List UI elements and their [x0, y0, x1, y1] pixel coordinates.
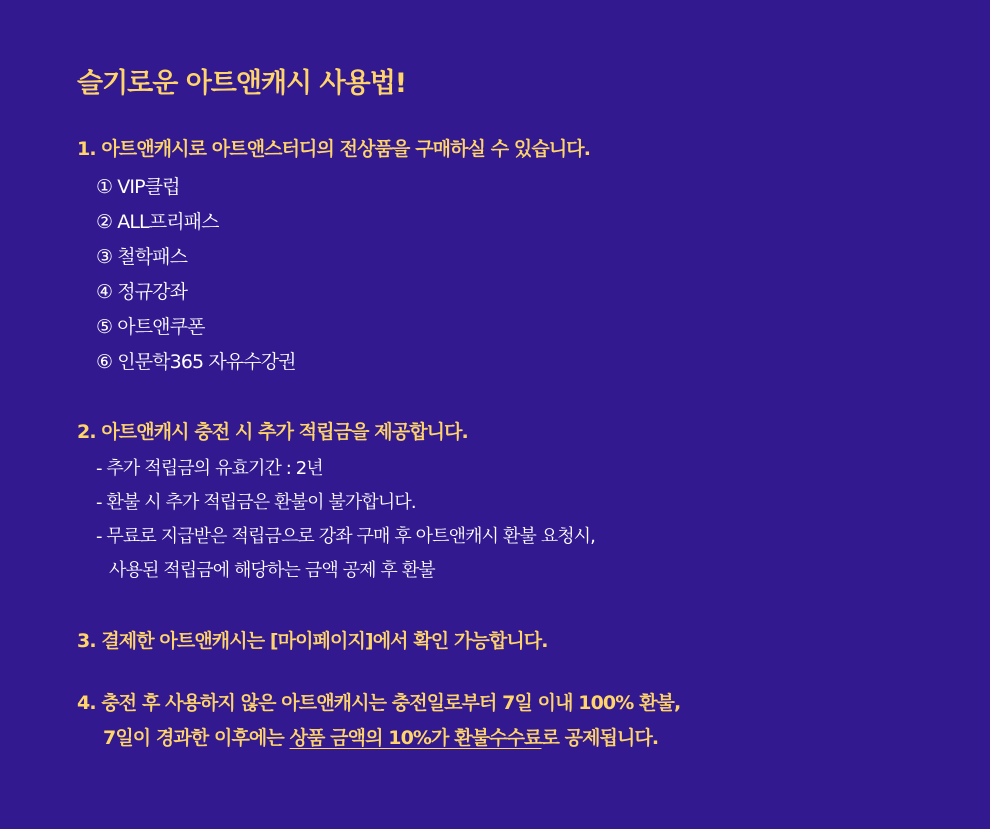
refund-fee-highlight: 상품 금액의 10%가 환불수수료 [289, 727, 542, 749]
section-4-prefix: 7일이 경과한 이후에는 [103, 727, 290, 749]
section-4-suffix: 로 공제됩니다. [541, 727, 659, 749]
note-item: - 무료로 지급받은 적립금으로 강좌 구매 후 아트앤캐시 환불 요청시, [96, 526, 595, 547]
list-item: ⑤ 아트앤쿠폰 [96, 316, 205, 338]
list-item: ④ 정규강좌 [96, 281, 188, 303]
section-3-heading: 3. 결제한 아트앤캐시는 [마이페이지]에서 확인 가능합니다. [77, 630, 548, 652]
list-item: ⑥ 인문학365 자유수강권 [96, 351, 296, 373]
page-title: 슬기로운 아트앤캐시 사용법! [77, 68, 407, 99]
section-1-heading: 1. 아트앤캐시로 아트앤스터디의 전상품을 구매하실 수 있습니다. [77, 138, 591, 160]
list-item: ① VIP클럽 [96, 176, 180, 198]
list-item: ③ 철학패스 [96, 246, 188, 268]
note-item: - 추가 적립금의 유효기간 : 2년 [96, 458, 323, 479]
note-item: 사용된 적립금에 해당하는 금액 공제 후 환불 [109, 560, 435, 581]
note-item: - 환불 시 추가 적립금은 환불이 불가합니다. [96, 492, 416, 513]
list-item: ② ALL프리패스 [96, 211, 219, 233]
section-4-line-1: 4. 충전 후 사용하지 않은 아트앤캐시는 충전일로부터 7일 이내 100% 환불, [77, 692, 681, 714]
section-2-heading: 2. 아트앤캐시 충전 시 추가 적립금을 제공합니다. [77, 421, 468, 443]
section-4-line-2 [103, 723, 658, 753]
